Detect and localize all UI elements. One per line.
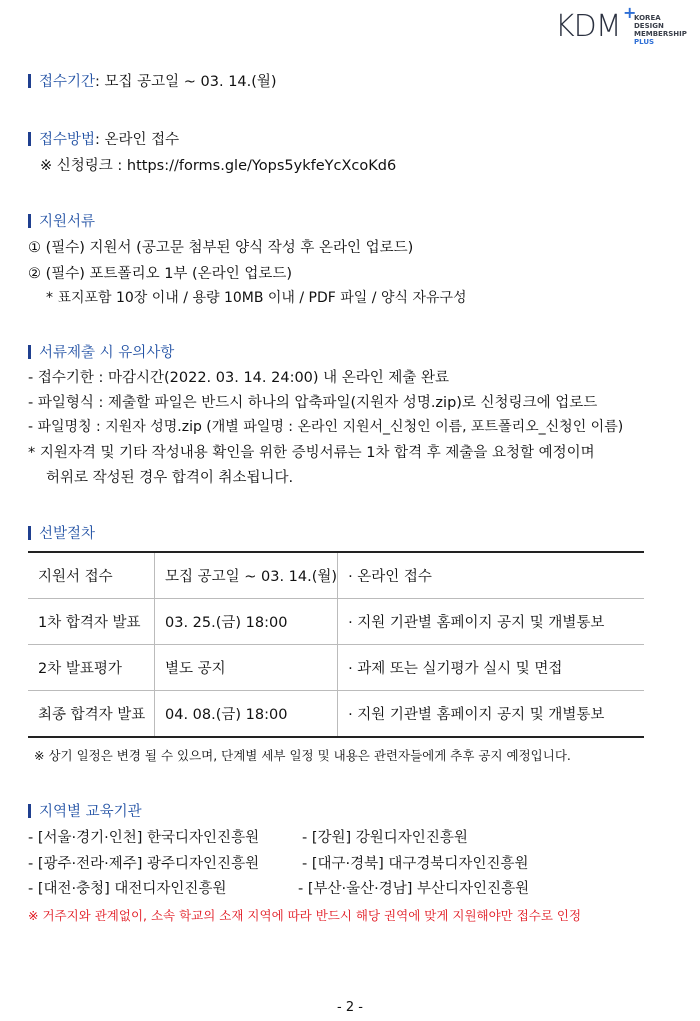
table-row [28,645,644,691]
logo-wordmark: KDM [555,9,621,44]
docs-section [28,210,95,231]
region-gwangju: - [광주·전라·제주] 광주디자인진흥원 [28,856,260,872]
regions-section [28,800,142,821]
desc-cell: · 과제 또는 실기평가 실시 및 면접 [338,645,644,691]
period-text: : 모집 공고일 ~ 03. 14.(월) [95,74,277,90]
section-bar [28,132,31,146]
method-text: : 온라인 접수 [95,132,180,148]
period-section [28,70,277,91]
selection-note: ※ 상기 일정은 변경 될 수 있으며, 단계별 세부 일정 및 내용은 관련자들에게 추후 공지 예정입니다. [34,748,571,763]
desc-cell: · 지원 기관별 홈페이지 공지 및 개별통보 [338,691,644,738]
date-cell: 별도 공지 [155,645,338,691]
region-warning: ※ 거주지와 관계없이, 소속 학교의 소재 지역에 따라 반드시 해당 권역에 맞게 지원해야만 접수로 인정 [28,908,582,923]
region-daejeon: - [대전·충청] 대전디자인진흥원 [28,881,227,897]
table-row [28,691,644,738]
kdm-logo [555,5,685,47]
table-row [28,552,644,599]
caution-line-2: - 파일형식 : 제출할 파일은 반드시 하나의 압축파일(지원자 성명.zip)로 신청링크에 업로드 [28,395,598,411]
selection-heading: 선발절차 [39,526,96,542]
date-cell: 03. 25.(금) 18:00 [155,599,338,645]
step-cell: 2차 발표평가 [28,645,155,691]
docs-item-1: ① (필수) 지원서 (공고문 첨부된 양식 작성 후 온라인 업로드) [28,240,414,256]
selection-table [28,551,644,738]
step-cell: 최종 합격자 발표 [28,691,155,738]
date-cell: 모집 공고일 ~ 03. 14.(월) [155,552,338,599]
method-section [28,128,179,149]
cautions-heading: 서류제출 시 유의사항 [39,345,175,361]
cautions-section [28,341,174,362]
step-cell: 1차 합격자 발표 [28,599,155,645]
region-seoul: - [서울·경기·인천] 한국디자인진흥원 [28,830,260,846]
plus-icon: + [623,3,637,22]
desc-cell: · 지원 기관별 홈페이지 공지 및 개별통보 [338,599,644,645]
step-cell: 지원서 접수 [28,552,155,599]
docs-heading: 지원서류 [39,214,96,230]
method-heading: 접수방법 [39,132,96,148]
table-row [28,599,644,645]
selection-section [28,522,95,543]
desc-cell: · 온라인 접수 [338,552,644,599]
caution-line-1: - 접수기한 : 마감시간(2022. 03. 14. 24:00) 내 온라인 제출 완료 [28,370,450,386]
caution-line-3: - 파일명칭 : 지원자 성명.zip (개별 파일명 : 온라인 지원서_신청인 이름, 포트폴리오_신청인 이름) [28,419,624,435]
region-busan: - [부산·울산·경남] 부산디자인진흥원 [298,881,530,897]
region-daegu: - [대구·경북] 대구경북디자인진흥원 [302,856,529,872]
section-bar [28,804,31,818]
section-bar [28,345,31,359]
docs-note: * 표지포함 10장 이내 / 용량 10MB 이내 / PDF 파일 / 양식 자유구성 [46,290,467,306]
date-cell: 04. 08.(금) 18:00 [155,691,338,738]
section-bar [28,526,31,540]
logo-subtitle: KOREA DESIGN MEMBERSHIP PLUS [634,14,687,46]
apply-link[interactable]: ※ 신청링크 : https://forms.gle/Yops5ykfeYcXcoKd6 [40,158,397,174]
section-bar [28,74,31,88]
caution-line-5: 허위로 작성된 경우 합격이 취소됩니다. [46,470,294,486]
docs-item-2: ② (필수) 포트폴리오 1부 (온라인 업로드) [28,266,292,282]
region-gangwon: - [강원] 강원디자인진흥원 [302,830,468,846]
section-bar [28,214,31,228]
page-number: - 2 - [337,1000,363,1015]
period-heading: 접수기간 [39,74,96,90]
regions-heading: 지역별 교육기관 [39,804,142,820]
caution-line-4: * 지원자격 및 기타 작성내용 확인을 위한 증빙서류는 1차 합격 후 제출을 요청할 예정이며 [28,445,595,461]
